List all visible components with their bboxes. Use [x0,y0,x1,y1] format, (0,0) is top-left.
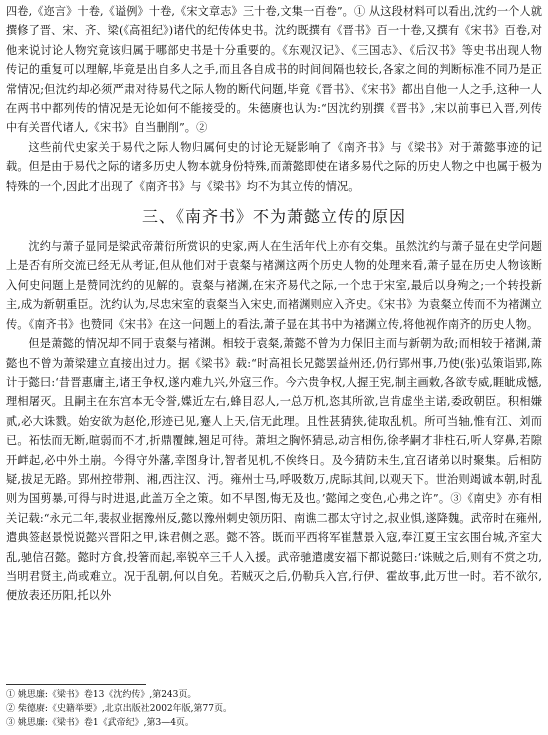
footnote-3: ③ 姚思廉:《梁书》卷1《武帝纪》,第3—4页。 [6,718,194,728]
paragraph-2: 这些前代史家关于易代之际人物归属何史的讨论无疑影响了《南齐书》与《梁书》对于萧懿事迹的记载。但是由于易代之际的诸多历史人物本就身份特殊,而萧懿即使在诸多易代之际的历史人物之中也属于极为特殊的一个,因此才出现了《南齐书》与《梁书》均不为其立传的情况。 [6,140,542,193]
footnotes [6,684,542,730]
section-title: 三、《南齐书》不为萧懿立传的原因 [141,207,406,227]
footnote-divider [6,684,146,685]
paragraph-1: 四卷,《迩言》十卷,《谥例》十卷,《宋文章志》三十卷,文集一百卷”。① 从这段材料可以看出,沈约一个人就撰修了晋、宋、齐、梁(《高祖纪》)诸代的纪传体史书。沈约既撰有《晋书》百一十卷,又撰有《宋书》百卷,对他来说讨论人物究竟该归属于哪部史书是十分重要的。《东观汉记》、《三国志》、《后汉书》等史书出现人物传记的重复可以理解,毕竟是出自多人之手,而且各自成书的时间间隔也较长,各家之间的判断标准不同乃是正常情况;但沈约却必须严肃对待易代之际人物的断代问题,毕竟《晋书》、《宋书》都出自他一人之手,这种一人在两书中都列传的情况是无论如何不能接受的。朱德赓也认为:“因沈约别撰《晋书》,宋以前事已入晋,列传中有关晋代诸人,《宋书》自当删削”。② [6,5,542,135]
page-body [6,2,542,606]
paragraph-4: 但是萧懿的情况却不同于袁粲与褚渊。相较于袁粲,萧懿不曾为力保旧主而与新朝为敌;而相较于褚渊,萧懿也不曾为萧梁建立直接出过力。据《梁书》载:“时高祖长兄懿罢益州还,仍行郢州事,乃使(张)弘策诣郢,陈计于懿曰:‘昔晋惠庸主,诸王争权,遂内难九兴,外寇三作。今六贵争权,人握王宪,制主画敕,各欲专威,睚眦成憾,理相屠灭。且嗣主在东宫本无令誉,媟近左右,蜂目忍人,一总万机,恣其所欲,岂肯虚坐主诺,委政朝臣。积相嫌贰,必大诛戮。始安欲为赵伦,形迹已见,蹇人上天,信无此理。且性甚猜狭,徒取乱机。所可当轴,惟有江、刘而已。祏怯而无断,暄弱而不才,折鼎覆餗,翘足可待。萧坦之胸怀猜忌,动言相伤,徐孝嗣才非柱石,听人穿鼻,若隙开衅起,必中外土崩。今得守外藩,幸图身计,智者见机,不俟终日。及今猜防未生,宜召诸弟以时聚集。后相防疑,拔足无路。郢州控带荆、湘,西注汉、沔。雍州士马,呼吸数万,虎眎其间,以观天下。世治则竭诚本朝,时乱则为国剪暴,可得与时进退,此盖万全之策。如不早图,悔无及也。’懿闻之变色,心弗之许”。③《南史》亦有相关记载:“永元二年,裴叔业据豫州反,懿以豫州刺史领历阳、南谯二郡太守讨之,叔业惧,遂降魏。武帝时在雍州,遣典签赵景悦说懿兴晋阳之甲,诛君侧之恶。懿不答。既而平西将军崔慧景入寇,奉江夏王宝玄围台城,齐室大乱,驰信召懿。懿时方食,投箸而起,率锐卒三千人入援。武帝驰遣虞安福下都说懿曰:‘诛贼之后,则有不赏之功,当明君贤主,尚或难立。况于乱朝,何以自免。若贼灭之后,仍勒兵入宫,行伊、霍故事,此万世一时。若不欲尔,便放表还历阳,托以外 [6,337,542,603]
footnote-2: ② 柴德赓:《史籍举要》,北京出版社2002年版,第77页。 [6,704,232,714]
footnote-1: ① 姚思廉:《梁书》卷13《沈约传》,第243页。 [6,690,197,700]
paragraph-3: 沈约与萧子显同是梁武帝萧衍所赏识的史家,两人在生活年代上亦有交集。虽然沈约与萧子显在史学问题上是否有所交流已经无从考证,但从他们对于袁粲与褚渊这两个历史人物的处理来看,萧子显在历史人物该断入何史问题上是赞同沈约的见解的。袁粲与褚渊,在宋齐易代之际,一个忠于宋室,最后以身殉之;一个转投新主,成为新朝重臣。沈约认为,尽忠宋室的袁粲当入宋史,而褚渊则应入齐史。《宋书》为袁粲立传而不为褚渊立传。《南齐书》也赞同《宋书》在这一问题上的看法,萧子显在其书中为褚渊立传,将他视作南齐的历史人物。 [6,240,542,331]
